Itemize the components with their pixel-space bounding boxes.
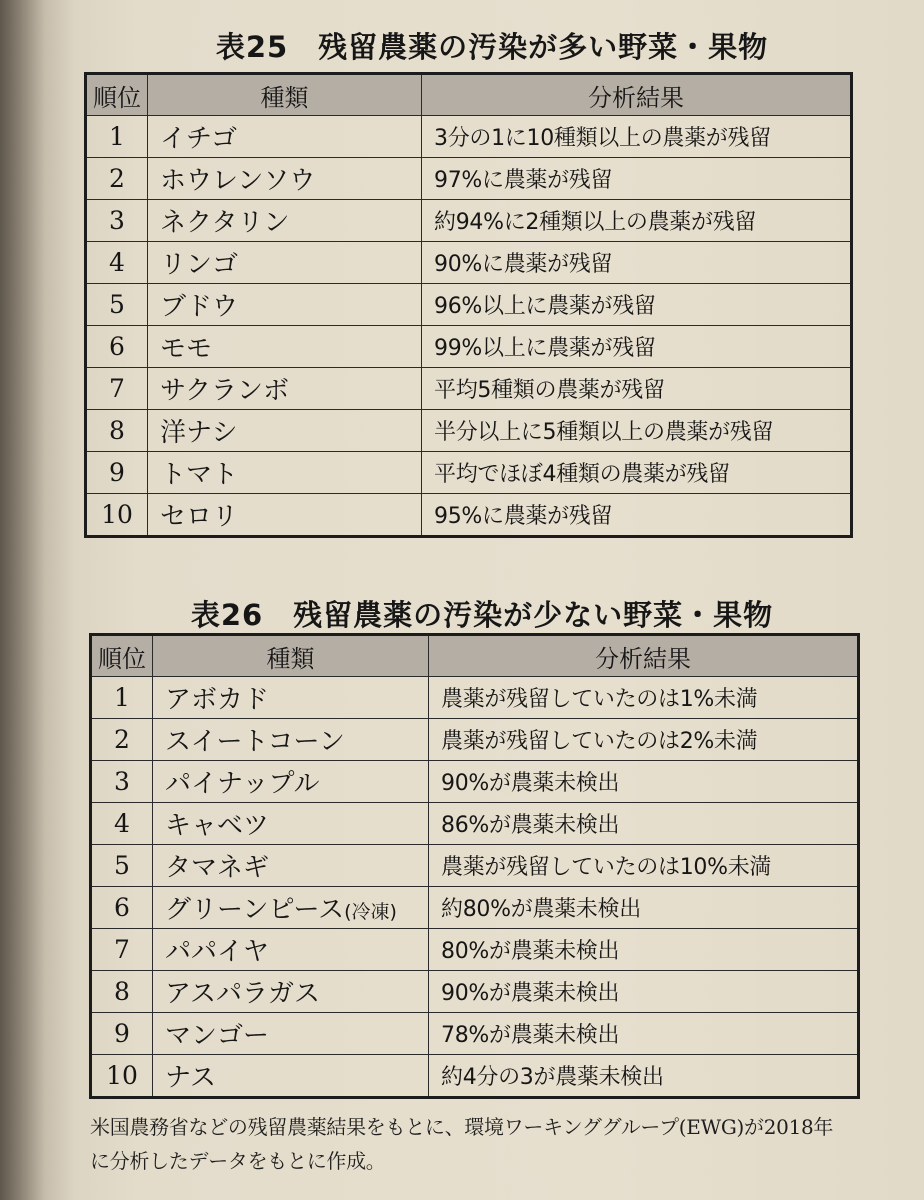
rank-cell: 2 <box>86 158 148 200</box>
type-name: パイナップル <box>165 769 320 799</box>
column-header-type: 種類 <box>153 635 429 677</box>
result-cell: 99%以上に農薬が残留 <box>422 326 852 368</box>
result-cell: 96%以上に農薬が残留 <box>422 284 852 326</box>
type-name-suffix: (冷凍) <box>344 901 397 923</box>
type-name: グリーンピース <box>165 895 345 925</box>
table-row <box>91 887 859 929</box>
table-row <box>91 677 859 719</box>
result-cell: 約94%に2種類以上の農薬が残留 <box>422 200 852 242</box>
rank-cell: 8 <box>86 410 148 452</box>
rank-cell: 5 <box>91 845 153 887</box>
table-row <box>86 284 852 326</box>
table-row <box>86 242 852 284</box>
type-cell <box>153 1013 429 1055</box>
table-row <box>91 803 859 845</box>
rank-cell: 10 <box>91 1055 153 1098</box>
rank-cell: 3 <box>91 761 153 803</box>
rank-cell: 7 <box>86 368 148 410</box>
result-cell: 97%に農薬が残留 <box>422 158 852 200</box>
result-cell: 農薬が残留していたのは10%未満 <box>429 845 859 887</box>
table-row <box>91 1055 859 1098</box>
rank-cell: 8 <box>91 971 153 1013</box>
column-header-type: 種類 <box>148 74 422 116</box>
rank-cell: 6 <box>86 326 148 368</box>
table-row <box>91 845 859 887</box>
table-row <box>91 929 859 971</box>
table-row <box>91 971 859 1013</box>
table-row <box>91 761 859 803</box>
column-header-rank: 順位 <box>86 74 148 116</box>
type-cell <box>153 971 429 1013</box>
type-cell <box>153 929 429 971</box>
table-row <box>86 116 852 158</box>
table-row <box>86 326 852 368</box>
table-row <box>86 200 852 242</box>
type-cell <box>153 1055 429 1098</box>
table-header-row <box>91 635 859 677</box>
rank-cell: 7 <box>91 929 153 971</box>
type-name: マンゴー <box>165 1021 270 1051</box>
source-note-line: に分析したデータをもとに作成。 <box>90 1149 386 1173</box>
type-cell <box>153 677 429 719</box>
type-cell: セロリ <box>148 494 422 537</box>
rank-cell: 2 <box>91 719 153 761</box>
rank-cell: 9 <box>91 1013 153 1055</box>
result-cell: 平均5種類の農薬が残留 <box>422 368 852 410</box>
table-row <box>91 719 859 761</box>
column-header-rank: 順位 <box>91 635 153 677</box>
rank-cell: 1 <box>86 116 148 158</box>
type-name: パパイヤ <box>165 937 270 967</box>
type-name: スイートコーン <box>165 727 345 757</box>
rank-cell: 3 <box>86 200 148 242</box>
result-cell: 農薬が残留していたのは1%未満 <box>429 677 859 719</box>
table26-low-residue <box>89 633 860 1099</box>
type-cell: リンゴ <box>148 242 422 284</box>
result-cell: 農薬が残留していたのは2%未満 <box>429 719 859 761</box>
result-cell: 86%が農薬未検出 <box>429 803 859 845</box>
column-header-result: 分析結果 <box>422 74 852 116</box>
rank-cell: 9 <box>86 452 148 494</box>
rank-cell: 5 <box>86 284 148 326</box>
type-cell <box>153 719 429 761</box>
result-cell: 約4分の3が農薬未検出 <box>429 1055 859 1098</box>
table-row <box>86 494 852 537</box>
result-cell: 半分以上に5種類以上の農薬が残留 <box>422 410 852 452</box>
column-header-result: 分析結果 <box>429 635 859 677</box>
source-note <box>90 1110 880 1178</box>
type-cell: ホウレンソウ <box>148 158 422 200</box>
result-cell: 平均でほぼ4種類の農薬が残留 <box>422 452 852 494</box>
rank-cell: 4 <box>86 242 148 284</box>
table-header-row <box>86 74 852 116</box>
type-name: タマネギ <box>165 853 270 883</box>
type-cell <box>153 761 429 803</box>
type-name: アスパラガス <box>165 979 320 1009</box>
type-name: アボカド <box>165 685 270 715</box>
rank-cell: 4 <box>91 803 153 845</box>
table-row <box>86 158 852 200</box>
table-row <box>91 1013 859 1055</box>
type-cell: モモ <box>148 326 422 368</box>
type-name: ナス <box>165 1063 216 1093</box>
rank-cell: 6 <box>91 887 153 929</box>
type-cell: 洋ナシ <box>148 410 422 452</box>
table26-caption: 表26 残留農薬の汚染が少ない野菜・果物 <box>190 598 774 632</box>
table-row <box>86 368 852 410</box>
table25-high-residue <box>84 72 853 538</box>
table25-caption: 表25 残留農薬の汚染が多い野菜・果物 <box>215 30 769 64</box>
rank-cell: 10 <box>86 494 148 537</box>
table-row <box>86 410 852 452</box>
source-note-line: 米国農務省などの残留農薬結果をもとに、環境ワーキンググループ(EWG)が2018年 <box>90 1115 834 1139</box>
result-cell: 約80%が農薬未検出 <box>429 887 859 929</box>
result-cell: 3分の1に10種類以上の農薬が残留 <box>422 116 852 158</box>
type-cell: トマト <box>148 452 422 494</box>
result-cell: 90%が農薬未検出 <box>429 971 859 1013</box>
result-cell: 78%が農薬未検出 <box>429 1013 859 1055</box>
result-cell: 90%に農薬が残留 <box>422 242 852 284</box>
rank-cell: 1 <box>91 677 153 719</box>
type-cell: ネクタリン <box>148 200 422 242</box>
type-cell <box>153 845 429 887</box>
type-cell <box>153 803 429 845</box>
result-cell: 80%が農薬未検出 <box>429 929 859 971</box>
type-cell: ブドウ <box>148 284 422 326</box>
type-cell: サクランボ <box>148 368 422 410</box>
type-cell <box>153 887 429 929</box>
table-row <box>86 452 852 494</box>
type-name: キャベツ <box>165 811 270 841</box>
result-cell: 90%が農薬未検出 <box>429 761 859 803</box>
result-cell: 95%に農薬が残留 <box>422 494 852 537</box>
type-cell: イチゴ <box>148 116 422 158</box>
